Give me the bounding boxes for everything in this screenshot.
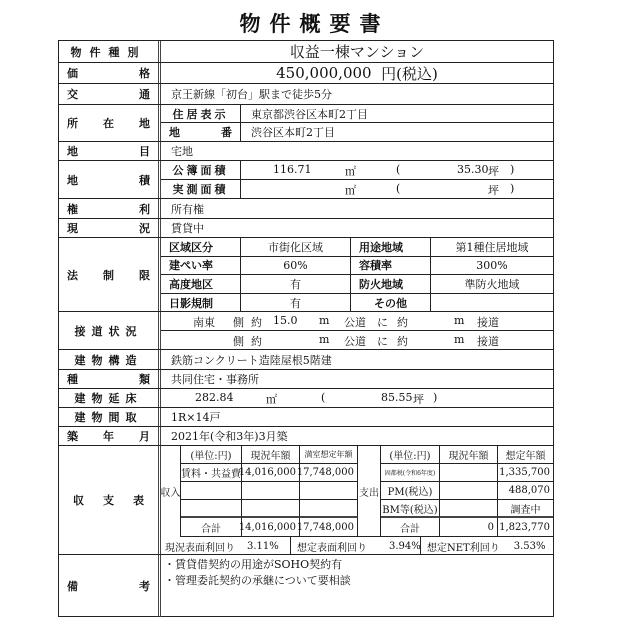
label-land-category <box>59 142 161 160</box>
expense-header: 想定年額 <box>498 446 553 464</box>
income-header: (単位:円) <box>181 446 242 464</box>
label-land-area-a: 地 <box>67 173 78 187</box>
floor-area-tsubo: 85.55 <box>381 391 413 404</box>
label-ie-b: 支 <box>103 494 114 507</box>
label-current-status <box>59 219 161 237</box>
legal-row <box>161 257 553 276</box>
income-cell: 17,748,000 <box>300 464 358 482</box>
row-current-status <box>59 219 553 238</box>
paren-open: ( <box>396 181 401 195</box>
income-cell <box>181 500 242 518</box>
row-property-type <box>59 41 553 63</box>
road-approx: 約 <box>397 316 408 329</box>
label-legal-a: 法 <box>67 268 78 282</box>
legal-value: 有 <box>241 294 351 313</box>
row-rights <box>59 199 553 219</box>
label-measured-area: 実測面積 <box>161 180 241 199</box>
legal-value <box>431 294 553 313</box>
label-location <box>59 105 161 141</box>
label-land-category-a: 地 <box>67 145 78 158</box>
property-summary-table <box>58 40 554 617</box>
label-remarks-a: 備 <box>67 580 78 593</box>
road-access-row <box>161 312 553 331</box>
expense-cell: BM等(税込) <box>381 500 440 518</box>
label-status-b: 況 <box>139 222 150 235</box>
label-property-type: 物件種別 <box>59 41 161 62</box>
row-access <box>59 84 553 105</box>
label-location-c: 地 <box>139 117 150 130</box>
label-remarks-b: 考 <box>139 580 150 593</box>
legal-row <box>161 275 553 294</box>
legal-row <box>161 294 553 313</box>
label-built <box>59 427 161 445</box>
label-legal-restrictions <box>59 238 161 311</box>
yield-value: 3.94% <box>389 540 421 552</box>
label-price-a: 価 <box>67 67 78 80</box>
label-income-expense <box>59 446 161 554</box>
measured-sqm-unit: ㎡ <box>345 183 356 197</box>
row-road-access <box>59 312 553 350</box>
legal-value: 有 <box>241 275 351 293</box>
value-access: 京王新線「初台」駅まで徒歩5分 <box>171 88 332 101</box>
label-type-a: 種 <box>67 373 78 386</box>
road-width-unit: m <box>319 332 330 346</box>
document-title: 物件概要書 <box>239 12 390 36</box>
label-access-b: 通 <box>139 88 150 101</box>
label-floor-area: 建物延床 <box>59 389 161 407</box>
measured-tsubo-unit: 坪 <box>488 183 499 197</box>
label-location-b: 在 <box>103 117 114 130</box>
row-price <box>59 63 553 84</box>
row-land-area <box>59 161 553 199</box>
value-layout: 1R×14戸 <box>171 411 221 424</box>
road-direction: 南東 <box>193 316 215 329</box>
expense-total-label: 合計 <box>381 518 440 537</box>
yield-label: 想定表面利回り <box>297 542 367 554</box>
label-lot-b: 番 <box>221 126 232 139</box>
row-remarks <box>59 555 553 617</box>
label-legal-c: 限 <box>139 268 150 282</box>
legal-restrictions-grid <box>161 238 553 311</box>
subrow-lot-number <box>161 123 553 141</box>
label-price <box>59 63 161 83</box>
paren-close: ) <box>510 163 515 176</box>
income-cell <box>300 482 358 500</box>
value-rights: 所有権 <box>171 202 204 216</box>
yield-projected-net <box>421 537 553 555</box>
legal-value: 60% <box>241 257 351 275</box>
legal-value: 準防火地域 <box>464 277 520 291</box>
income-cell <box>242 482 300 500</box>
value-land-category: 宅地 <box>171 145 193 158</box>
income-total-current: 14,016,000 <box>242 518 300 537</box>
label-structure: 建物構造 <box>59 350 161 369</box>
value-price <box>161 63 553 83</box>
label-price-b: 格 <box>139 67 150 80</box>
label-land-area-b: 積 <box>139 173 150 187</box>
road-particle: に <box>377 334 388 348</box>
yield-value: 3.53% <box>513 540 546 552</box>
paren-close: ) <box>510 181 515 195</box>
expense-total-projected: 1,823,770 <box>498 518 553 537</box>
expense-cell: 488,070 <box>498 482 553 500</box>
label-rights <box>59 199 161 218</box>
legal-header: その他 <box>351 294 431 313</box>
registered-sqm-unit: ㎡ <box>345 165 356 178</box>
label-access <box>59 84 161 104</box>
floor-area-sqm: 282.84 <box>195 391 234 404</box>
label-building-type <box>59 370 161 388</box>
label-type-b: 類 <box>139 373 150 386</box>
expense-cell <box>440 464 498 482</box>
legal-header: 高度地区 <box>161 275 241 293</box>
legal-value: 第1種住居地域 <box>455 240 529 254</box>
subrow-registered-area <box>161 161 553 180</box>
label-rights-b: 利 <box>139 202 150 216</box>
remark-line: ・賃貸借契約の用途がSOHO契約有 <box>164 558 343 571</box>
road-frontage-unit: m <box>454 332 465 346</box>
expense-total-current: 0 <box>440 518 498 537</box>
income-cell <box>181 482 242 500</box>
income-header: 満室想定年額 <box>300 446 358 464</box>
paren-open: ( <box>396 163 401 176</box>
yield-current-gross <box>161 537 291 555</box>
value-property-type: 収益一棟マンション <box>289 43 425 61</box>
yield-projected-gross <box>291 537 421 555</box>
row-building-type <box>59 370 553 389</box>
registered-tsubo-unit: 坪 <box>488 165 499 178</box>
road-particle: に <box>377 316 388 329</box>
row-floor-area <box>59 389 553 408</box>
road-type: 公道 <box>344 334 366 348</box>
label-lot-a: 地 <box>169 126 180 139</box>
label-remarks <box>59 555 161 617</box>
label-registered-area: 公簿面積 <box>161 161 241 179</box>
label-built-c: 月 <box>139 430 150 443</box>
value-building-type: 共同住宅・事務所 <box>171 373 259 386</box>
label-road-access: 接道状況 <box>59 312 161 349</box>
subrow-measured-area <box>161 180 553 199</box>
label-land-area <box>59 161 161 198</box>
value-current-status: 賃貸中 <box>171 222 204 235</box>
road-approx: 約 <box>251 334 262 348</box>
row-layout <box>59 408 553 427</box>
value-residence: 東京都渋谷区本町2丁目 <box>251 107 368 121</box>
paren-close: ) <box>433 391 438 404</box>
expense-side-label: 支出 <box>358 446 381 537</box>
road-type: 公道 <box>344 316 366 329</box>
road-access-row <box>161 331 553 350</box>
legal-value: 300% <box>476 258 508 272</box>
road-width-unit: m <box>319 314 330 327</box>
yield-value: 3.11% <box>247 540 279 552</box>
subrow-residence <box>161 105 553 123</box>
legal-header: 用途地域 <box>351 238 431 256</box>
road-frontage-unit: m <box>454 314 465 327</box>
value-built: 2021年(令和3年)3月築 <box>171 430 288 443</box>
label-rights-a: 権 <box>67 202 78 216</box>
label-status-a: 現 <box>67 222 78 235</box>
legal-header: 区域区分 <box>161 238 241 256</box>
expense-cell: PM(税込) <box>381 482 440 500</box>
yield-label: 想定NET利回り <box>427 542 500 554</box>
floor-area-tsubo-unit: 坪 <box>413 393 424 406</box>
row-built <box>59 427 553 446</box>
yield-label: 現況表面利回り <box>165 542 235 554</box>
income-total-projected: 17,748,000 <box>300 518 358 537</box>
registered-sqm: 116.71 <box>273 163 312 176</box>
legal-value: 市街化区域 <box>241 238 351 256</box>
income-header: 現況年額 <box>242 446 300 464</box>
remarks-content <box>161 555 553 617</box>
road-approx: 約 <box>251 316 262 329</box>
row-structure <box>59 350 553 370</box>
expense-cell <box>440 482 498 500</box>
road-connect: 接道 <box>477 334 499 348</box>
label-land-category-b: 目 <box>139 145 150 158</box>
income-total-label: 合計 <box>181 518 242 537</box>
expense-cell: 調査中 <box>498 500 553 518</box>
label-residence: 住居表示 <box>161 105 241 122</box>
income-side-label: 収入 <box>161 446 181 537</box>
expense-header: (単位:円) <box>381 446 440 464</box>
label-legal-b: 制 <box>103 268 114 282</box>
legal-header: 日影規制 <box>161 294 241 313</box>
value-lot-number: 渋谷区本町2丁目 <box>251 126 335 139</box>
price-unit: 円(税込) <box>381 64 438 83</box>
income-cell <box>300 500 358 518</box>
expense-cell <box>440 500 498 518</box>
row-legal-restrictions <box>59 238 553 312</box>
value-structure: 鉄筋コンクリート造陸屋根5階建 <box>171 353 332 367</box>
road-width: 15.0 <box>273 314 298 327</box>
label-location-a: 所 <box>67 117 78 130</box>
income-cell: 14,016,000 <box>242 464 300 482</box>
registered-tsubo: 35.30 <box>457 163 489 176</box>
road-side: 側 <box>233 334 244 348</box>
road-approx: 約 <box>397 334 408 348</box>
label-layout: 建物間取 <box>59 408 161 426</box>
legal-header: 容積率 <box>351 257 431 275</box>
label-access-a: 交 <box>67 88 78 101</box>
legal-header: 防火地域 <box>351 275 431 293</box>
expense-header: 現況年額 <box>440 446 498 464</box>
floor-area-sqm-unit: ㎡ <box>266 393 277 406</box>
label-lot-number <box>161 123 241 141</box>
road-connect: 接道 <box>477 316 499 329</box>
income-expense-table <box>161 446 553 554</box>
label-ie-a: 収 <box>73 494 84 507</box>
label-built-b: 年 <box>103 430 114 443</box>
row-location <box>59 105 553 142</box>
remark-line: ・管理委託契約の承継について要相談 <box>164 574 351 587</box>
income-cell <box>242 500 300 518</box>
label-ie-c: 表 <box>133 494 144 507</box>
value-floor-area <box>161 389 553 407</box>
road-side: 側 <box>233 316 244 329</box>
row-income-expense <box>59 446 553 555</box>
expense-cell: 1,335,700 <box>498 464 553 482</box>
legal-header: 建ぺい率 <box>161 257 241 275</box>
legal-row <box>161 238 553 257</box>
income-cell: 賃料・共益費 <box>181 464 242 482</box>
row-land-category <box>59 142 553 161</box>
expense-cell: 固都税(令和6年度) <box>381 464 440 482</box>
label-built-a: 築 <box>67 430 78 443</box>
paren-open: ( <box>321 391 326 404</box>
price-amount: 450,000,000 <box>276 64 372 82</box>
